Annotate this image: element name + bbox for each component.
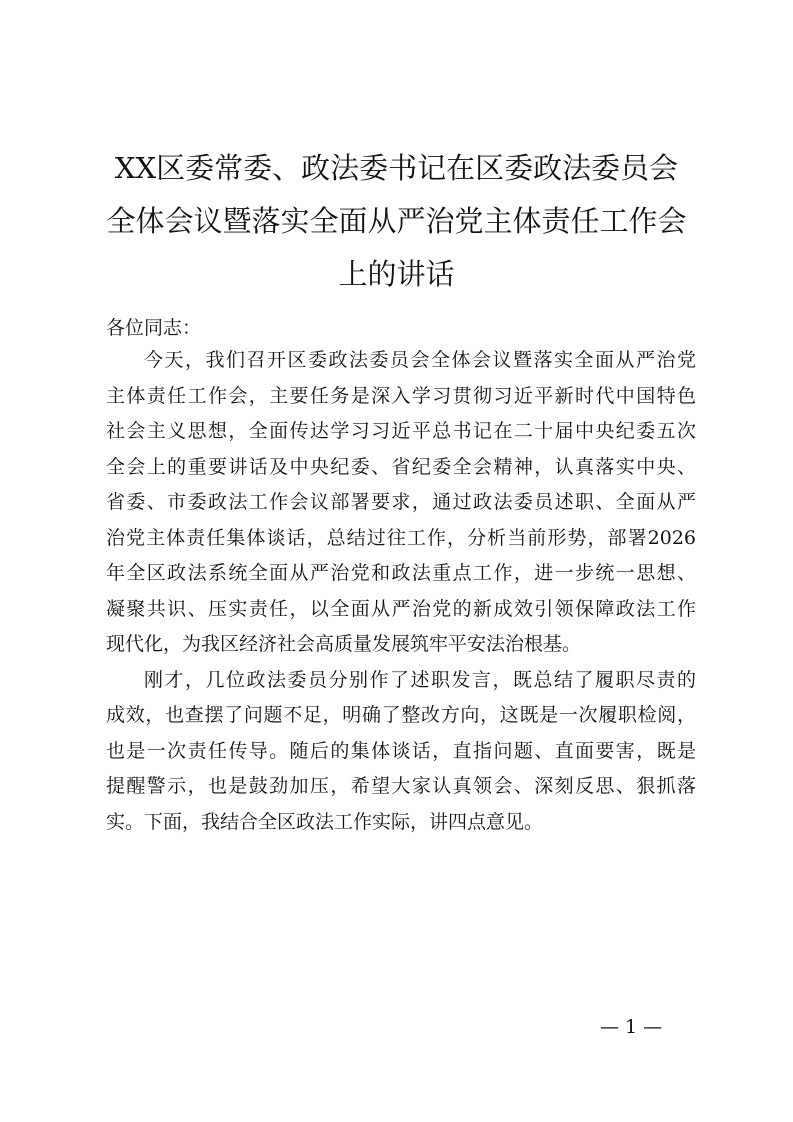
text-line: 也是一次责任传导。随后的集体谈话，直指问题、直面要害，既是 (106, 739, 696, 762)
text-line: 社会主义思想，全面传达学习习近平总书记在二十届中央纪委五次 (106, 420, 696, 442)
text-line: 成效，也查摆了问题不足，明确了整改方向，这既是一次履职检阅， (106, 704, 696, 726)
document-body (106, 343, 696, 840)
salutation: 各位同志： (106, 317, 202, 339)
document-title (90, 142, 703, 301)
text-line: 全会上的重要讲话及中央纪委、省纪委全会精神，认真落实中央、 (106, 455, 696, 478)
text-line: 年全区政法系统全面从严治党和政法重点工作，进一步统一思想、 (106, 562, 696, 584)
text-line: 提醒警示，也是鼓劲加压，希望大家认真领会、深刻反思、狠抓落 (106, 775, 696, 797)
text-line: 今天，我们召开区委政法委员会全体会议暨落实全面从严治党 (144, 349, 696, 371)
text-line: 实。下面，我结合全区政法工作实际，讲四点意见。 (106, 810, 544, 833)
text-line: 省委、市委政法工作会议部署要求，通过政法委员述职、全面从严 (106, 491, 696, 513)
page-number: — 1 — (600, 1016, 663, 1038)
paragraph-1 (106, 343, 696, 663)
text-line: 治党主体责任集体谈话，总结过往工作，分析当前形势，部署2026 (106, 526, 696, 549)
paragraph-2 (106, 663, 696, 841)
title-line: XX区委常委、政法委书记在区委政法委员会 (114, 151, 679, 185)
text-line: 凝聚共识、压实责任，以全面从严治党的新成效引领保障政法工作 (106, 597, 696, 620)
text-line: 刚才，几位政法委员分别作了述职发言，既总结了履职尽责的 (144, 668, 696, 691)
text-line: 现代化，为我区经济社会高质量发展筑牢平安法治根基。 (106, 633, 582, 655)
title-line: 全体会议暨落实全面从严治党主体责任工作会 (106, 204, 687, 238)
title-line: 上的讲话 (338, 257, 455, 291)
text-line: 主体责任工作会，主要任务是深入学习贯彻习近平新时代中国特色 (106, 384, 696, 407)
